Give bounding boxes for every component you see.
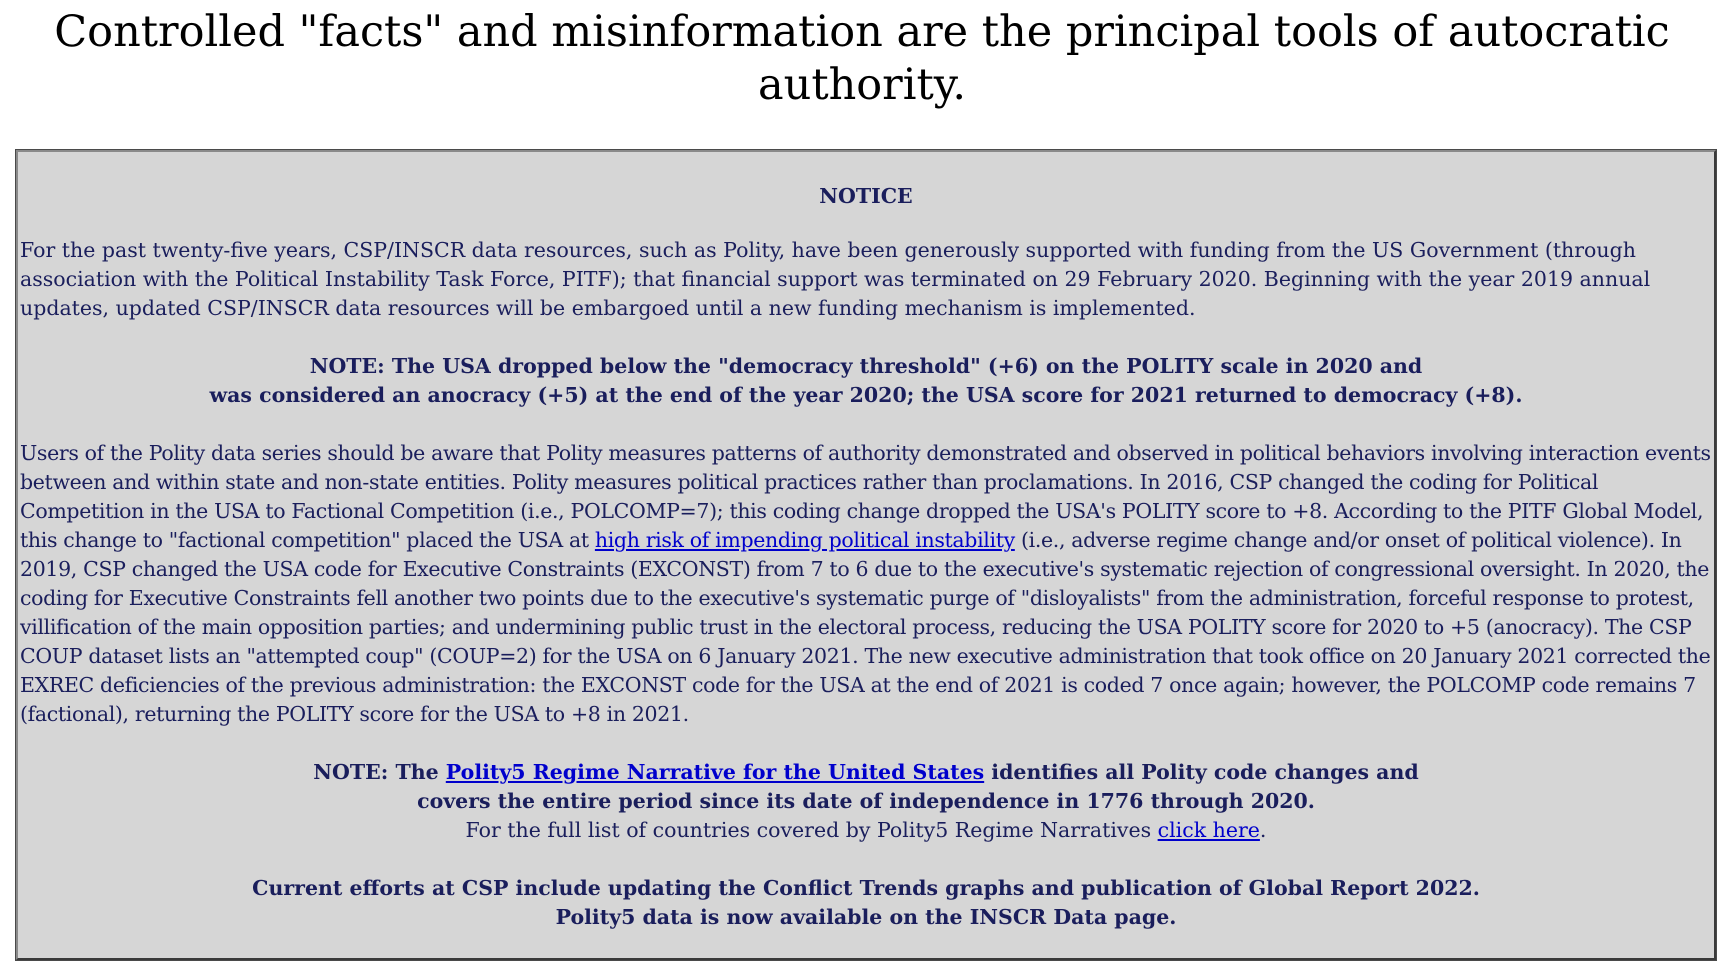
current-efforts-note xyxy=(20,874,1712,932)
narrative-note-prefix: NOTE: The xyxy=(313,760,446,784)
headline-line-1: Controlled "facts" and misinformation are the principal tools of autocratic xyxy=(54,7,1670,57)
narrative-note xyxy=(20,758,1712,845)
current-efforts-line-1: Current efforts at CSP include updating the Conflict Trends graphs and publication of Global Report 2022. xyxy=(252,876,1480,900)
notice-title: NOTICE xyxy=(819,184,913,208)
users-paragraph-text-1: Users of the Polity data series should be aware that Polity measures patterns of authority demonstrated and observed in political behaviors involving interaction events between and within state and non-state entities. Polity measures political practices rather than proclamations. In 2016, CSP changed the coding for Political Competition in the USA to Factional Competition (i.e., POLCOMP=7); this coding change dropped the USA's POLITY score to +8. According to the PITF Global Model, this change to "factional competition" placed the USA at xyxy=(20,441,1711,552)
usa-note-line-2: was considered an anocracy (+5) at the end of the year 2020; the USA score for 2021 returned to democracy (+8). xyxy=(209,383,1523,407)
us-regime-narrative-link[interactable]: Polity5 Regime Narrative for the United States xyxy=(445,760,985,784)
narrative-list-period: . xyxy=(1259,818,1267,842)
users-paragraph xyxy=(20,439,1712,729)
page-headline xyxy=(0,6,1724,112)
current-efforts-line-2: Polity5 data is now available on the INSCR Data page. xyxy=(555,905,1177,929)
funding-paragraph: For the past twenty-five years, CSP/INSCR data resources, such as Polity, have been generously supported with funding from the US Government (through association with the Political Instability Task Force, PITF); that financial support was terminated on 29 February 2020. Beginning with the year 2019 annual updates, updated CSP/INSCR data resources will be embargoed until a new funding mechanism is implemented. xyxy=(20,238,1651,320)
narrative-note-line-2: covers the entire period since its date of independence in 1776 through 2020. xyxy=(417,789,1315,813)
usa-democracy-note xyxy=(20,352,1712,410)
narrative-note-suffix: identifies all Polity code changes and xyxy=(984,760,1419,784)
usa-note-line-1: NOTE: The USA dropped below the "democracy threshold" (+6) on the POLITY scale in 2020 and xyxy=(309,354,1423,378)
notice-box xyxy=(16,150,1716,960)
instability-risk-link[interactable]: high risk of impending political instability xyxy=(594,528,1015,552)
narrative-list-text: For the full list of countries covered by Polity5 Regime Narratives xyxy=(465,818,1158,842)
narrative-note-line-1 xyxy=(20,758,1712,787)
click-here-link[interactable]: click here xyxy=(1157,818,1260,842)
narrative-note-line-3 xyxy=(20,816,1712,845)
users-paragraph-text-2: (i.e., adverse regime change and/or onset of political violence). In 2019, CSP changed the USA code for Executive Constraints (EXCONST) from 7 to 6 due to the executive's systematic rejection of congressional oversight. In 2020, the coding for Executive Constraints fell another two points due to the executive's systematic purge of "disloyalists" from the administration, forceful response to protest, villification of the main opposition parties; and undermining public trust in the electoral process, reducing the USA POLITY score for 2020 to +5 (anocracy). The CSP COUP dataset lists an "attempted coup" (COUP=2) for the USA on 6 January 2021. The new executive administration that took office on 20 January 2021 corrected the EXREC deficiencies of the previous administration: the EXCONST code for the USA at the end of 2021 is coded 7 once again; however, the POLCOMP code remains 7 (factional), returning the POLITY score for the USA to +8 in 2021. xyxy=(20,528,1711,726)
headline-line-2: authority. xyxy=(757,60,967,110)
